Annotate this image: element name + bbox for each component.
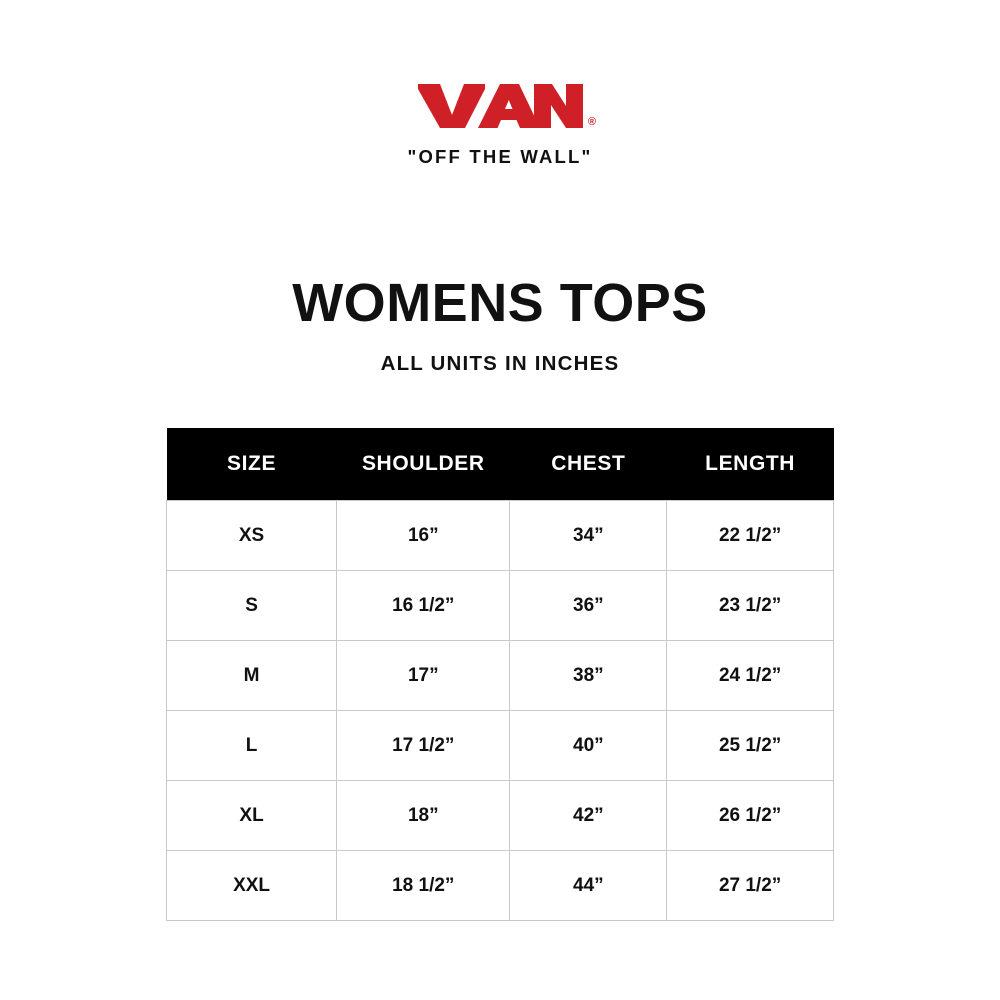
cell-chest: 38” [510, 641, 667, 711]
cell-size: XXL [167, 851, 337, 921]
column-header-length: LENGTH [667, 428, 834, 501]
cell-shoulder: 17 1/2” [337, 711, 510, 781]
cell-shoulder: 18 1/2” [337, 851, 510, 921]
table-row [167, 641, 834, 711]
table-row [167, 781, 834, 851]
table-header-row [167, 428, 834, 501]
cell-chest: 40” [510, 711, 667, 781]
table-head [167, 428, 834, 501]
cell-shoulder: 16” [337, 501, 510, 571]
cell-chest: 44” [510, 851, 667, 921]
cell-length: 23 1/2” [667, 571, 834, 641]
brand-tagline: "OFF THE WALL" [407, 146, 593, 167]
cell-length: 27 1/2” [667, 851, 834, 921]
cell-chest: 42” [510, 781, 667, 851]
table-row [167, 501, 834, 571]
cell-chest: 34” [510, 501, 667, 571]
cell-size: L [167, 711, 337, 781]
table-row [167, 571, 834, 641]
table-body [167, 501, 834, 921]
cell-size: XS [167, 501, 337, 571]
brand-block [407, 82, 596, 168]
table-row [167, 711, 834, 781]
registered-mark: ® [587, 116, 596, 128]
cell-size: S [167, 571, 337, 641]
cell-size: XL [167, 781, 337, 851]
size-table-wrapper [166, 428, 834, 921]
size-table [166, 428, 834, 921]
cell-shoulder: 18” [337, 781, 510, 851]
vans-logo [416, 82, 596, 132]
column-header-size: SIZE [167, 428, 337, 501]
page-subtitle: ALL UNITS IN INCHES [380, 352, 620, 375]
page-title: WOMENS TOPS [292, 273, 708, 333]
cell-chest: 36” [510, 571, 667, 641]
cell-length: 22 1/2” [667, 501, 834, 571]
cell-length: 24 1/2” [667, 641, 834, 711]
cell-length: 26 1/2” [667, 781, 834, 851]
cell-shoulder: 16 1/2” [337, 571, 510, 641]
table-row [167, 851, 834, 921]
cell-shoulder: 17” [337, 641, 510, 711]
cell-size: M [167, 641, 337, 711]
column-header-chest: CHEST [510, 428, 667, 501]
column-header-shoulder: SHOULDER [337, 428, 510, 501]
cell-length: 25 1/2” [667, 711, 834, 781]
